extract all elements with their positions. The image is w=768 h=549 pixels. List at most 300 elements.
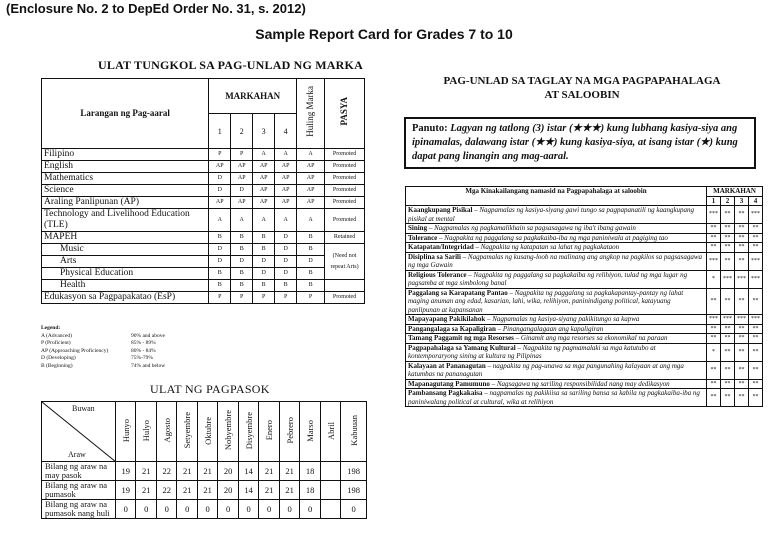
month-label: Pebrero bbox=[284, 417, 295, 444]
month-header bbox=[197, 402, 217, 462]
values-title-line2: AT SALOOBIN bbox=[544, 89, 620, 101]
value-mark: ** bbox=[707, 243, 721, 253]
subject-row bbox=[42, 185, 365, 197]
subject-row bbox=[42, 268, 365, 280]
month-header bbox=[300, 402, 320, 462]
value-mark: ** bbox=[707, 224, 721, 234]
attendance-value: 19 bbox=[116, 462, 136, 481]
subject-name: Physical Education bbox=[42, 268, 209, 280]
final-grade: AP bbox=[297, 185, 325, 197]
page-title: Sample Report Card for Grades 7 to 10 bbox=[255, 26, 513, 42]
remarks: Retained bbox=[325, 232, 365, 244]
attendance-value: 21 bbox=[136, 462, 156, 481]
enclosure-note: (Enclosure No. 2 to DepEd Order No. 31, s. 2012) bbox=[6, 1, 306, 16]
subject-name: Arts bbox=[42, 256, 209, 268]
value-mark: * bbox=[707, 343, 721, 361]
quarter-grade: B bbox=[209, 232, 231, 244]
quarter-grade: B bbox=[253, 232, 275, 244]
attendance-corner bbox=[42, 402, 116, 462]
attendance-value: 0 bbox=[259, 500, 279, 519]
value-description bbox=[406, 243, 707, 253]
quarter-grade: A bbox=[275, 149, 297, 161]
value-detail: – Nagpamalas ng pagkamalikhain sa pagsasagawa ng iba't ibang gawain bbox=[427, 224, 636, 232]
legend-label: A (Advanced) bbox=[41, 333, 73, 339]
final-grade: B bbox=[297, 232, 325, 244]
remarks: Promoted bbox=[325, 209, 365, 232]
quarter-header: 1 bbox=[209, 114, 231, 149]
attendance-value: 0 bbox=[177, 500, 197, 519]
final-grade-header: Huling Marka bbox=[297, 79, 325, 149]
legend-range: 85% - 89% bbox=[131, 340, 156, 347]
subject-name: Science bbox=[42, 185, 209, 197]
attendance-table bbox=[41, 401, 367, 519]
value-mark: ** bbox=[707, 233, 721, 243]
quarter-grade: P bbox=[231, 292, 253, 304]
value-mark: *** bbox=[707, 206, 721, 224]
quarter-grade: B bbox=[209, 268, 231, 280]
legend-range: 74% and below bbox=[131, 362, 166, 369]
quarter-header: 3 bbox=[253, 114, 275, 149]
core-values-header: Mga Kinakailangang namasid na Pagpapahalaga at saloobin bbox=[406, 187, 707, 206]
quarter-grade: AP bbox=[253, 173, 275, 185]
value-name: Paggalang sa Karapatang Pantao bbox=[408, 288, 508, 297]
remarks bbox=[325, 280, 365, 292]
value-description bbox=[406, 233, 707, 243]
attendance-row bbox=[42, 500, 367, 519]
remarks: Promoted bbox=[325, 161, 365, 173]
value-mark: ** bbox=[707, 389, 721, 407]
values-quarter-header: 2 bbox=[721, 196, 735, 206]
attendance-value: 21 bbox=[136, 481, 156, 500]
subject-name: MAPEH bbox=[42, 232, 209, 244]
value-mark: ** bbox=[735, 334, 749, 344]
final-grade: A bbox=[297, 209, 325, 232]
value-mark: ** bbox=[721, 361, 735, 379]
progress-title: ULAT TUNGKOL SA PAG-UNLAD NG MARKA bbox=[98, 58, 363, 72]
value-name: Kalayaan at Pananagutan bbox=[408, 361, 486, 370]
legend-label: P (Proficient) bbox=[41, 340, 71, 347]
value-mark: *** bbox=[707, 252, 721, 270]
legend bbox=[41, 333, 211, 370]
quarter-grade: AP bbox=[275, 173, 297, 185]
remarks: Promoted bbox=[325, 173, 365, 185]
value-row bbox=[406, 343, 763, 361]
value-row bbox=[406, 243, 763, 253]
legend-range: 80% - 84% bbox=[131, 347, 156, 354]
subject-name: Technology and Livelihood Education (TLE) bbox=[42, 209, 209, 232]
value-mark: ** bbox=[721, 334, 735, 344]
legend-title: Legend: bbox=[41, 325, 61, 331]
month-label: Nobyembre bbox=[223, 410, 234, 451]
quarter-grade: AP bbox=[231, 161, 253, 173]
value-row bbox=[406, 334, 763, 344]
subject-row bbox=[42, 209, 365, 232]
value-name: Kaangkupang Pisikal bbox=[408, 206, 473, 214]
remarks: Promoted bbox=[325, 292, 365, 304]
attendance-value: 20 bbox=[218, 481, 238, 500]
value-row bbox=[406, 224, 763, 234]
quarter-grade: AP bbox=[275, 185, 297, 197]
value-mark: *** bbox=[735, 315, 749, 325]
attendance-value: 18 bbox=[300, 462, 320, 481]
attendance-row bbox=[42, 462, 367, 481]
value-mark: *** bbox=[748, 206, 762, 224]
instructions-label: Panuto: bbox=[412, 123, 448, 134]
month-header bbox=[218, 402, 238, 462]
subject-row bbox=[42, 197, 365, 209]
quarter-grade: P bbox=[231, 149, 253, 161]
value-description bbox=[406, 270, 707, 288]
attendance-value: 21 bbox=[197, 462, 217, 481]
value-mark: ** bbox=[735, 206, 749, 224]
attendance-value: 0 bbox=[238, 500, 258, 519]
value-name: Katapatan/Integridad bbox=[408, 243, 474, 251]
attendance-value: 21 bbox=[279, 481, 299, 500]
value-row bbox=[406, 315, 763, 325]
value-description bbox=[406, 343, 707, 361]
attendance-value bbox=[320, 462, 340, 481]
subject-name: Edukasyon sa Pagpapakatao (EsP) bbox=[42, 292, 209, 304]
attendance-value: 0 bbox=[279, 500, 299, 519]
attendance-value: 19 bbox=[116, 481, 136, 500]
value-mark: ** bbox=[748, 343, 762, 361]
value-name: Religious Tolerance bbox=[408, 270, 467, 279]
value-description bbox=[406, 315, 707, 325]
value-detail: – nagpakita ng pag-unawa sa mga pangunahing kalayaan at ang mga katumbas na pananagutan bbox=[408, 361, 684, 378]
remarks-header: PASYA bbox=[325, 79, 365, 149]
quarter-grade: AP bbox=[231, 173, 253, 185]
quarter-grade: B bbox=[253, 244, 275, 256]
value-mark: ** bbox=[735, 343, 749, 361]
value-mark: ** bbox=[735, 243, 749, 253]
quarter-grade: A bbox=[231, 209, 253, 232]
value-mark: ** bbox=[748, 379, 762, 389]
month-header bbox=[238, 402, 258, 462]
value-detail: – nagpamalas ng pakikiisa sa sariling bansa sa kabila ng pagkakaiba-iba ng paniniwalang political at cultural, wika at relihiyon bbox=[408, 389, 700, 406]
quarter-grade: A bbox=[253, 209, 275, 232]
value-mark: ** bbox=[748, 243, 762, 253]
subject-name: Araling Panlipunan (AP) bbox=[42, 197, 209, 209]
values-quarter-header: 1 bbox=[707, 196, 721, 206]
attendance-value: 20 bbox=[218, 462, 238, 481]
quarter-grade: B bbox=[231, 232, 253, 244]
month-label: Abril bbox=[325, 421, 336, 440]
quarter-grade: AP bbox=[253, 185, 275, 197]
quarter-grade: A bbox=[253, 149, 275, 161]
value-description bbox=[406, 379, 707, 389]
value-mark: ** bbox=[721, 206, 735, 224]
attendance-value: 21 bbox=[259, 462, 279, 481]
final-grade: B bbox=[297, 244, 325, 256]
value-mark: ** bbox=[721, 233, 735, 243]
value-row bbox=[406, 233, 763, 243]
month-header bbox=[116, 402, 136, 462]
value-row bbox=[406, 379, 763, 389]
quarter-grade: P bbox=[209, 292, 231, 304]
value-mark: ** bbox=[707, 288, 721, 315]
value-name: Pangangalaga sa Kapaligiran bbox=[408, 324, 496, 333]
attendance-value: 0 bbox=[300, 500, 320, 519]
value-mark: *** bbox=[721, 315, 735, 325]
value-mark: ** bbox=[748, 233, 762, 243]
value-mark: ** bbox=[721, 324, 735, 334]
attendance-value: 21 bbox=[259, 481, 279, 500]
month-label: Agosto bbox=[161, 418, 172, 443]
values-title-line1: PAG-UNLAD SA TAGLAY NA MGA PAGPAPAHALAGA bbox=[443, 75, 721, 87]
subject-row bbox=[42, 173, 365, 185]
final-grade: AP bbox=[297, 161, 325, 173]
month-header bbox=[136, 402, 156, 462]
value-row bbox=[406, 270, 763, 288]
attendance-value bbox=[320, 500, 340, 519]
value-description bbox=[406, 334, 707, 344]
quarter-grade: A bbox=[209, 209, 231, 232]
value-mark: ** bbox=[721, 252, 735, 270]
month-label: Oktubre bbox=[202, 416, 213, 445]
corner-day-label: Araw bbox=[68, 450, 86, 459]
quarter-grade: D bbox=[209, 256, 231, 268]
value-mark: ** bbox=[735, 252, 749, 270]
month-label: Hunyo bbox=[120, 418, 131, 443]
quarter-grade: D bbox=[209, 185, 231, 197]
value-mark: ** bbox=[721, 243, 735, 253]
value-detail: – Nagpakita ng katapatan sa lahat ng pagkakataon bbox=[473, 243, 620, 251]
value-mark: ** bbox=[735, 324, 749, 334]
value-row bbox=[406, 389, 763, 407]
value-detail: – Nagsagawa ng sariling responsibilidad nang may dedikasyon bbox=[489, 379, 670, 388]
final-grade: B bbox=[297, 268, 325, 280]
quarter-grade: D bbox=[231, 256, 253, 268]
value-description bbox=[406, 252, 707, 270]
month-label: Kabuuan bbox=[348, 415, 359, 446]
value-description bbox=[406, 389, 707, 407]
attendance-value: 0 bbox=[116, 500, 136, 519]
instructions-box bbox=[404, 117, 756, 169]
value-detail: – Nagpakita ng paggalang sa pagkakaiba-iba ng mga paniniwala at pagiging tao bbox=[437, 233, 668, 242]
value-row bbox=[406, 206, 763, 224]
value-mark: ** bbox=[748, 389, 762, 407]
subject-name: Health bbox=[42, 280, 209, 292]
final-grade: B bbox=[297, 280, 325, 292]
quarter-grade: B bbox=[209, 280, 231, 292]
value-mark: ** bbox=[707, 379, 721, 389]
value-row bbox=[406, 288, 763, 315]
value-detail: – Nagpakita ng paggalang sa pagkakapantay-pantay ng lahat maging anuman ang edad, kasarian, lahi, wika, relihiyon, paninindigang political, katayuang panlipunan at kapansanan bbox=[408, 288, 684, 314]
attendance-value: 22 bbox=[156, 462, 176, 481]
month-label: Setyembre bbox=[182, 412, 193, 449]
values-quarter-header: 3 bbox=[735, 196, 749, 206]
attendance-value: 0 bbox=[136, 500, 156, 519]
attendance-value: 0 bbox=[218, 500, 238, 519]
value-mark: ** bbox=[735, 379, 749, 389]
quarter-grade: AP bbox=[253, 197, 275, 209]
value-detail: – Nagpakita ng paggalang sa pagkakaiba ng relihiyon, tulad ng mga lugar ng pagsamba at mga simbolong banal bbox=[408, 270, 688, 287]
value-name: Sining bbox=[408, 224, 428, 232]
quarter-grade: A bbox=[275, 209, 297, 232]
quarter-grade: AP bbox=[209, 161, 231, 173]
quarter-grade: D bbox=[209, 244, 231, 256]
subject-name: Mathematics bbox=[42, 173, 209, 185]
value-mark: *** bbox=[707, 315, 721, 325]
final-grade: A bbox=[297, 149, 325, 161]
attendance-title: ULAT NG PAGPASOK bbox=[150, 382, 270, 396]
attendance-value: 18 bbox=[300, 481, 320, 500]
quarter-grade: P bbox=[253, 292, 275, 304]
month-label: Hulyo bbox=[141, 419, 152, 442]
attendance-row bbox=[42, 481, 367, 500]
value-mark: ** bbox=[707, 361, 721, 379]
month-label: Disyembre bbox=[243, 411, 254, 450]
subject-row bbox=[42, 256, 365, 268]
remarks: (Need not repeat Arts) bbox=[325, 244, 365, 280]
final-grade: P bbox=[297, 292, 325, 304]
grades-table bbox=[41, 78, 365, 304]
quarter-grade: B bbox=[231, 280, 253, 292]
remarks: Promoted bbox=[325, 197, 365, 209]
attendance-row-label: Bilang ng araw na may pasok bbox=[42, 462, 116, 481]
legend-label: B (Beginning) bbox=[41, 362, 73, 369]
value-detail: – Nagpamalas ng kasiya-siyang pakikitungo sa kapwa bbox=[485, 315, 640, 323]
quarter-grade: B bbox=[275, 280, 297, 292]
attendance-value: 22 bbox=[156, 481, 176, 500]
attendance-value: 198 bbox=[341, 462, 367, 481]
value-mark: ** bbox=[707, 334, 721, 344]
attendance-row-label: Bilang ng araw na pumasok bbox=[42, 481, 116, 500]
attendance-value: 21 bbox=[177, 462, 197, 481]
value-mark: ** bbox=[707, 324, 721, 334]
value-row bbox=[406, 324, 763, 334]
value-mark: ** bbox=[735, 361, 749, 379]
quarter-grade: P bbox=[275, 292, 297, 304]
value-description bbox=[406, 224, 707, 234]
month-header bbox=[320, 402, 340, 462]
quarter-header: 2 bbox=[231, 114, 253, 149]
quarter-grade: D bbox=[275, 232, 297, 244]
attendance-value: 198 bbox=[341, 481, 367, 500]
attendance-value bbox=[320, 481, 340, 500]
attendance-value: 14 bbox=[238, 481, 258, 500]
value-detail: – Nagpamalas ng kusang-loob na malinang ang angkop na pagkilos sa pagsasagawa ng mga Gawain bbox=[408, 252, 703, 269]
value-name: Disiplina sa Sarili bbox=[408, 252, 461, 261]
value-name: Mapanagutang Pamumuno bbox=[408, 379, 490, 388]
month-label: Marso bbox=[305, 419, 316, 442]
quarter-grade: AP bbox=[231, 197, 253, 209]
subject-name: Music bbox=[42, 244, 209, 256]
subject-row bbox=[42, 161, 365, 173]
quarter-grade: D bbox=[209, 173, 231, 185]
subject-row bbox=[42, 292, 365, 304]
value-mark: ** bbox=[748, 224, 762, 234]
subject-header: Larangan ng Pag-aaral bbox=[42, 79, 209, 149]
attendance-value: 0 bbox=[197, 500, 217, 519]
value-name: Pagpapahalaga sa Yamang Kultural bbox=[408, 343, 516, 352]
attendance-row-label: Bilang ng araw na pumasok nang huli bbox=[42, 500, 116, 519]
value-name: Mapayapang Pakikilahok bbox=[408, 315, 486, 323]
month-header bbox=[259, 402, 279, 462]
month-label: Enero bbox=[264, 420, 275, 441]
month-header bbox=[156, 402, 176, 462]
final-grade: AP bbox=[297, 197, 325, 209]
value-mark: ** bbox=[721, 224, 735, 234]
value-mark: ** bbox=[748, 288, 762, 315]
value-name: Tolerance bbox=[408, 233, 438, 242]
attendance-value: 21 bbox=[177, 481, 197, 500]
value-mark: ** bbox=[748, 334, 762, 344]
quarter-grade: B bbox=[253, 280, 275, 292]
subject-name: Filipino bbox=[42, 149, 209, 161]
final-grade: AP bbox=[297, 173, 325, 185]
values-table bbox=[405, 186, 763, 407]
quarter-grade: AP bbox=[275, 197, 297, 209]
value-mark: *** bbox=[748, 252, 762, 270]
month-header bbox=[279, 402, 299, 462]
value-name: Tamang Paggamit ng mga Resorses bbox=[408, 334, 514, 342]
subject-row bbox=[42, 232, 365, 244]
value-mark: ** bbox=[735, 233, 749, 243]
value-mark: ** bbox=[748, 324, 762, 334]
remarks: Promoted bbox=[325, 185, 365, 197]
subject-name: English bbox=[42, 161, 209, 173]
value-mark: ** bbox=[735, 288, 749, 315]
value-description bbox=[406, 206, 707, 224]
value-detail: – Pinangangalagaan ang kapaligiran bbox=[495, 324, 604, 333]
month-header bbox=[341, 402, 367, 462]
quarter-grade: D bbox=[275, 268, 297, 280]
value-name: Pambansang Pagkakaisa bbox=[408, 389, 483, 397]
value-detail: – Ginamit ang mga resorses sa ekonomikal na paraan bbox=[513, 334, 668, 342]
quarter-grade: D bbox=[275, 256, 297, 268]
value-description bbox=[406, 361, 707, 379]
quarter-header: 4 bbox=[275, 114, 297, 149]
attendance-value: 21 bbox=[197, 481, 217, 500]
corner-month-label: Buwan bbox=[72, 404, 95, 413]
attendance-value: 14 bbox=[238, 462, 258, 481]
final-grade: D bbox=[297, 256, 325, 268]
value-mark: *** bbox=[748, 315, 762, 325]
quarter-grade: AP bbox=[209, 197, 231, 209]
subject-row bbox=[42, 244, 365, 256]
value-mark: ** bbox=[735, 224, 749, 234]
quarter-grade: D bbox=[231, 185, 253, 197]
values-title bbox=[402, 74, 762, 102]
subject-row bbox=[42, 149, 365, 161]
legend-range: 90% and above bbox=[131, 333, 165, 339]
value-mark: ** bbox=[721, 379, 735, 389]
values-markahan-header: MARKAHAN bbox=[707, 187, 763, 197]
value-mark: *** bbox=[721, 270, 735, 288]
quarter-grade: P bbox=[209, 149, 231, 161]
value-description bbox=[406, 288, 707, 315]
value-row bbox=[406, 252, 763, 270]
value-mark: ** bbox=[721, 288, 735, 315]
quarter-grade: D bbox=[253, 268, 275, 280]
value-detail: – Nagpamalas ng kasiya-siyang gawi tungo sa pagpapanatili ng kaangkupang pisikal at mental bbox=[408, 206, 695, 223]
legend-range: 75%-79% bbox=[131, 355, 153, 362]
value-row bbox=[406, 361, 763, 379]
value-mark: *** bbox=[735, 270, 749, 288]
attendance-value: 0 bbox=[341, 500, 367, 519]
value-description bbox=[406, 324, 707, 334]
values-quarter-header: 4 bbox=[748, 196, 762, 206]
remarks: Promoted bbox=[325, 149, 365, 161]
value-mark: ** bbox=[721, 389, 735, 407]
attendance-value: 21 bbox=[279, 462, 299, 481]
quarter-grade: B bbox=[231, 244, 253, 256]
value-mark: ** bbox=[721, 343, 735, 361]
quarter-grade: D bbox=[275, 244, 297, 256]
quarter-grade: B bbox=[231, 268, 253, 280]
quarter-grade: AP bbox=[275, 161, 297, 173]
